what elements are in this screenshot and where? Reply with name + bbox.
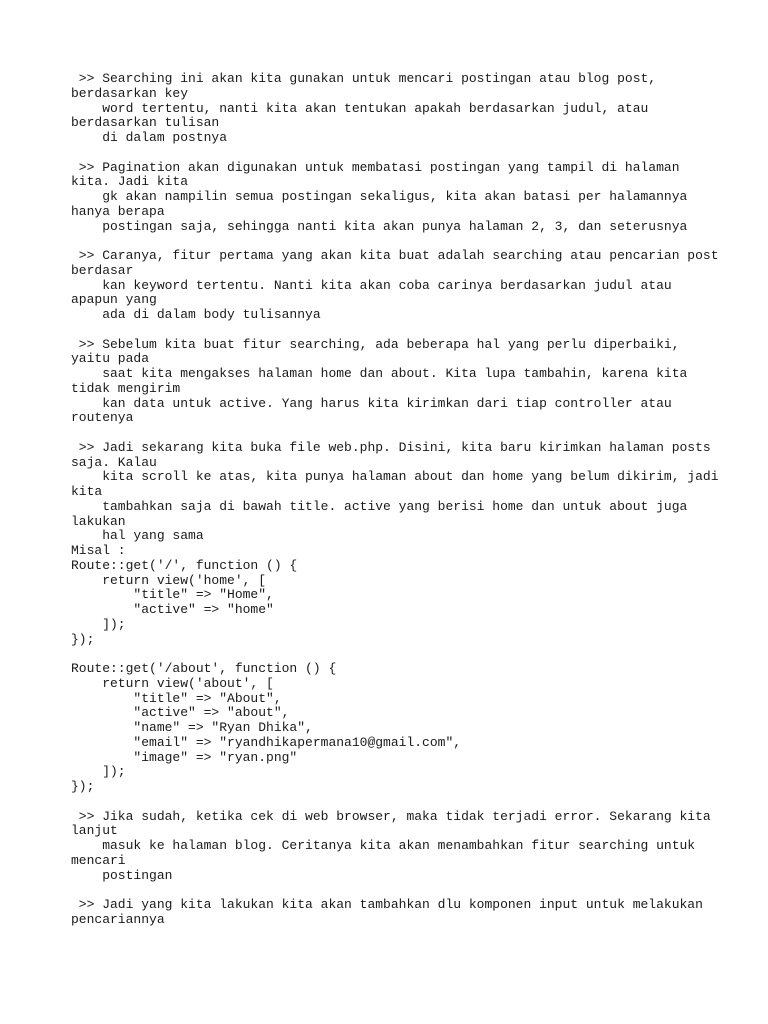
text-line: Route::get('/', function () {: [71, 557, 298, 573]
text-line: return view('home', [: [71, 572, 267, 588]
text-line: [71, 795, 761, 810]
text-line: [71, 647, 761, 662]
text-line: return view('about', [: [71, 675, 274, 691]
text-line: Route::get('/about', function () {: [71, 661, 337, 676]
text-line: "active" => "home": [71, 602, 274, 617]
text-line: });: [71, 631, 95, 647]
text-line: berdasarkan tulisan: [71, 115, 220, 131]
text-line: routenya: [71, 410, 134, 426]
text-line: apapun yang: [71, 292, 157, 308]
text-line: "title" => "Home",: [71, 587, 274, 603]
text-line: postingan saja, sehingga nanti kita akan punya halaman 2, 3, dan seterusnya: [71, 218, 688, 234]
text-line: hal yang sama: [71, 528, 204, 544]
text-line: >> Jika sudah, ketika cek di web browser, maka tidak terjadi error. Sekarang kita: [71, 808, 711, 824]
document-page: [71, 72, 761, 928]
text-line: [71, 883, 761, 898]
text-line: ]);: [71, 764, 126, 780]
text-line: kan data untuk active. Yang harus kita kirimkan dari tiap controller atau: [71, 395, 672, 411]
text-line: berdasarkan key: [71, 85, 189, 101]
text-line: "title" => "About",: [71, 690, 282, 706]
text-line: >> Searching ini akan kita gunakan untuk mencari postingan atau blog post,: [71, 71, 657, 86]
text-line: word tertentu, nanti kita akan tentukan apakah berdasarkan judul, atau: [71, 100, 649, 116]
text-line: "image" => "ryan.png": [71, 749, 298, 765]
text-line: [71, 426, 761, 441]
text-line: di dalam postnya: [71, 130, 228, 145]
text-line: kita: [71, 484, 103, 499]
text-line: berdasar: [71, 262, 134, 278]
text-line: masuk ke halaman blog. Ceritanya kita akan menambahkan fitur searching untuk: [71, 838, 696, 853]
text-line: tambahkan saja di bawah title. active yang berisi home dan untuk about juga: [71, 498, 688, 514]
text-line: [71, 234, 761, 249]
text-line: ]);: [71, 616, 126, 632]
text-line: saja. Kalau: [71, 454, 157, 470]
text-line: >> Jadi yang kita lakukan kita akan tambahkan dlu komponen input untuk melakukan: [71, 897, 703, 912]
text-line: lakukan: [71, 513, 126, 529]
text-line: mencari: [71, 852, 126, 868]
text-line: >> Jadi sekarang kita buka file web.php. Disini, kita baru kirimkan halaman posts: [71, 439, 711, 455]
text-line: [71, 323, 761, 338]
text-line: });: [71, 779, 95, 794]
text-line: kita. Jadi kita: [71, 174, 189, 190]
text-line: [71, 146, 761, 161]
text-line: Misal :: [71, 543, 126, 558]
text-line: kan keyword tertentu. Nanti kita akan coba carinya berdasarkan judul atau: [71, 277, 672, 293]
text-line: gk akan nampilin semua postingan sekaligus, kita akan batasi per halamannya: [71, 189, 688, 204]
text-line: >> Pagination akan digunakan untuk membatasi postingan yang tampil di halaman: [71, 159, 680, 175]
text-line: saat kita mengakses halaman home dan about. Kita lupa tambahin, karena kita: [71, 366, 688, 381]
text-line: >> Caranya, fitur pertama yang akan kita buat adalah searching atau pencarian post: [71, 248, 719, 263]
text-line: pencariannya: [71, 911, 165, 927]
text-line: tidak mengirim: [71, 380, 181, 396]
text-line: kita scroll ke atas, kita punya halaman about dan home yang belum dikirim, jadi: [71, 469, 719, 485]
text-line: ada di dalam body tulisannya: [71, 307, 321, 322]
text-line: >> Sebelum kita buat fitur searching, ada beberapa hal yang perlu diperbaiki,: [71, 336, 680, 352]
text-line: postingan: [71, 867, 173, 883]
text-line: "email" => "ryandhikapermana10@gmail.com",: [71, 734, 462, 750]
text-line: yaitu pada: [71, 351, 150, 367]
text-line: lanjut: [71, 823, 118, 839]
text-line: "name" => "Ryan Dhika",: [71, 720, 313, 735]
text-line: hanya berapa: [71, 203, 165, 219]
text-line: "active" => "about",: [71, 705, 290, 721]
